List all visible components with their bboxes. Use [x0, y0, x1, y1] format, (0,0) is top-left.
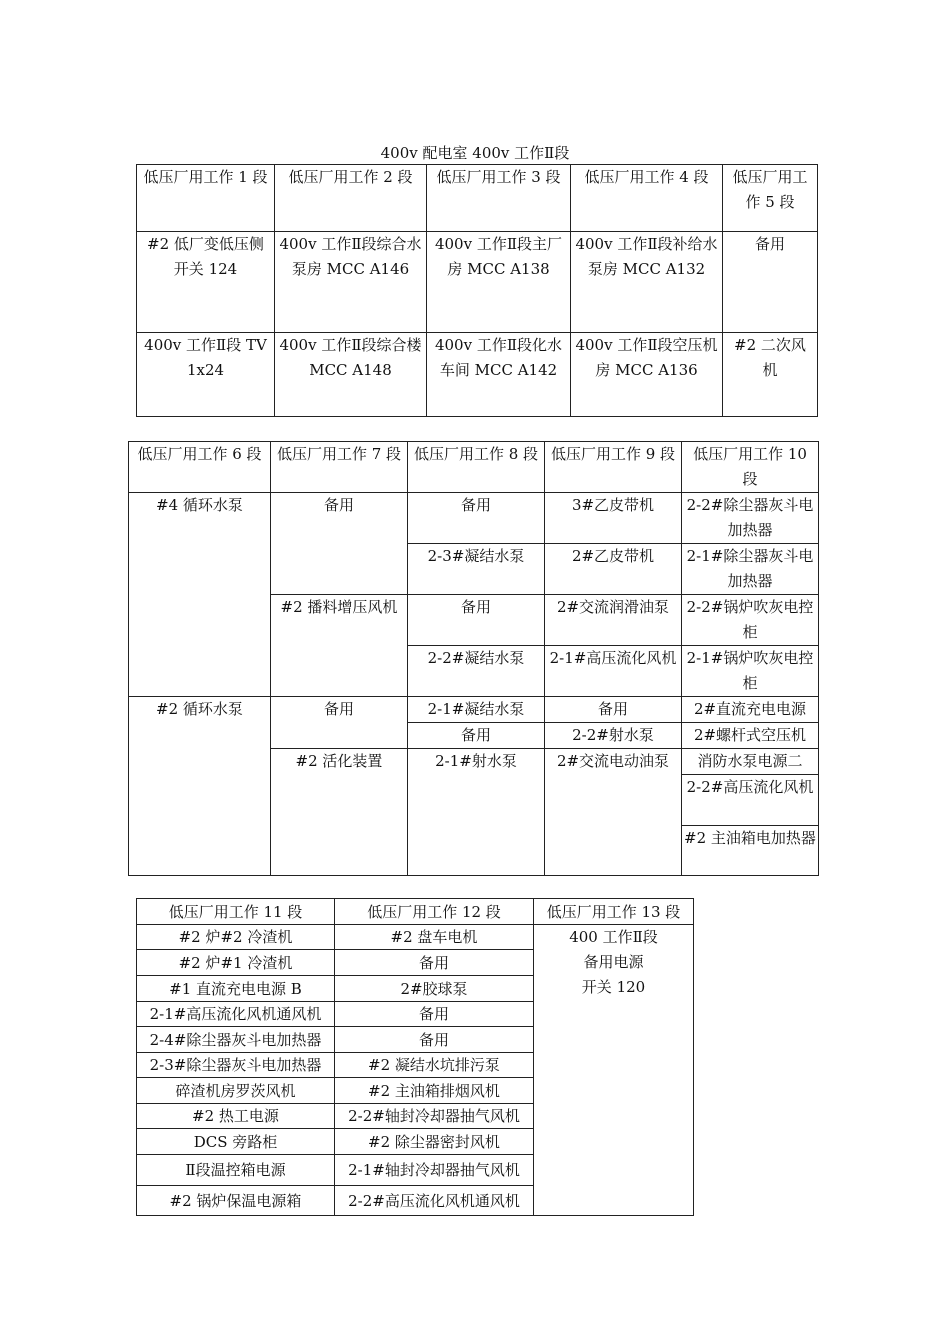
page-title: 400v 配电室 400v 工作Ⅱ段 [380, 144, 570, 162]
header-cell: 低压厂用工作 2 段 [275, 165, 427, 232]
table-cell: 2-2#高压流化风机通风机 [335, 1186, 534, 1216]
table-cell: 400v 工作Ⅱ段 TV1x24 [137, 333, 275, 417]
table-cell: 2-2#轴封冷却器抽气风机 [335, 1104, 534, 1129]
table-cell: 2-1#锅炉吹灰电控柜 [682, 646, 819, 697]
table-cell: 2-3#除尘器灰斗电加热器 [137, 1053, 335, 1078]
table-cell: 2-1#轴封冷却器抽气风机 [335, 1155, 534, 1186]
table-cell: #2 主油箱电加热器 [682, 826, 819, 876]
header-cell: 低压厂用工作 9 段 [545, 442, 682, 493]
table-cell: 消防水泵电源二 [682, 749, 819, 775]
table-cell: #2 热工电源 [137, 1104, 335, 1129]
table-cell: 碎渣机房罗茨风机 [137, 1078, 335, 1104]
table-cell: 备用 [335, 950, 534, 976]
table-section-1-5 [136, 164, 818, 417]
table-cell: 备用 [408, 595, 545, 646]
table-cell: 2#乙皮带机 [545, 544, 682, 595]
table-row [137, 925, 694, 950]
table-cell: #2 锅炉保温电源箱 [137, 1186, 335, 1216]
table-cell: 2-1#射水泵 [408, 749, 545, 876]
table-cell: 2#交流润滑油泵 [545, 595, 682, 646]
header-cell: 低压厂用工作 11 段 [137, 899, 335, 925]
table-cell: 400v 工作Ⅱ段补给水泵房 MCC A132 [571, 232, 723, 333]
table-cell: 2-2#高压流化风机 [682, 775, 819, 826]
table-cell: 备用 [335, 1002, 534, 1027]
table-row [137, 333, 818, 417]
cell-line: 400 工作Ⅱ段 [569, 928, 658, 946]
header-cell: 低压厂用工作 7 段 [271, 442, 408, 493]
table-cell: 备用 [335, 1027, 534, 1053]
table-cell: 2-4#除尘器灰斗电加热器 [137, 1027, 335, 1053]
cell-line: 开关 120 [581, 978, 646, 996]
table-cell: #1 直流充电电源 B [137, 976, 335, 1002]
table-cell: 备用 [408, 493, 545, 544]
table-row [129, 697, 819, 723]
table-cell: #2 二次风机 [723, 333, 818, 417]
header-cell: 低压厂用工作 8 段 [408, 442, 545, 493]
table-cell: 2#胶球泵 [335, 976, 534, 1002]
table-cell: #2 炉#1 冷渣机 [137, 950, 335, 976]
table-cell: 2-1#除尘器灰斗电加热器 [682, 544, 819, 595]
table-cell: #4 循环水泵 [129, 493, 271, 697]
header-cell: 低压厂用工作 4 段 [571, 165, 723, 232]
table-header-row [137, 899, 694, 925]
table-cell: #2 低厂变低压侧开关 124 [137, 232, 275, 333]
table-cell: 2-2#凝结水泵 [408, 646, 545, 697]
table-cell: 400v 工作Ⅱ段综合楼 MCC A148 [275, 333, 427, 417]
header-cell: 低压厂用工作 1 段 [137, 165, 275, 232]
table-cell: 400v 工作Ⅱ段综合水泵房 MCC A146 [275, 232, 427, 333]
table-cell: 400v 工作Ⅱ段化水车间 MCC A142 [427, 333, 571, 417]
table-cell: DCS 旁路柜 [137, 1129, 335, 1155]
table-row [129, 493, 819, 544]
table-cell: 2#直流充电电源 [682, 697, 819, 723]
table-cell: #2 活化装置 [271, 749, 408, 876]
table-cell: 400v 工作Ⅱ段空压机房 MCC A136 [571, 333, 723, 417]
header-cell: 低压厂用工作 12 段 [335, 899, 534, 925]
header-cell: 低压厂用工作 13 段 [534, 899, 694, 925]
table-cell: 2-1#高压流化风机 [545, 646, 682, 697]
table-section-11-13 [136, 898, 694, 1216]
table-section-6-10 [128, 441, 819, 876]
cell-line: 备用电源 [583, 953, 644, 971]
table-cell: #2 除尘器密封风机 [335, 1129, 534, 1155]
table-cell: #2 炉#2 冷渣机 [137, 925, 335, 950]
table-cell: #2 盘车电机 [335, 925, 534, 950]
header-cell: 低压厂用工作 5 段 [723, 165, 818, 232]
table-row [137, 232, 818, 333]
table-cell: 备用 [723, 232, 818, 333]
table-cell: 2#交流电动油泵 [545, 749, 682, 876]
table-cell: 2-2#锅炉吹灰电控柜 [682, 595, 819, 646]
table-cell: 3#乙皮带机 [545, 493, 682, 544]
table-cell: 2-3#凝结水泵 [408, 544, 545, 595]
table-cell: #2 循环水泵 [129, 697, 271, 876]
table-cell: 400v 工作Ⅱ段主厂房 MCC A138 [427, 232, 571, 333]
table-cell: 2#螺杆式空压机 [682, 723, 819, 749]
table-cell: 备用 [408, 723, 545, 749]
table-cell: 备用 [271, 493, 408, 595]
table-cell: 备用 [545, 697, 682, 723]
table-cell: 备用 [271, 697, 408, 749]
table-cell: 2-2#射水泵 [545, 723, 682, 749]
header-cell: 低压厂用工作 3 段 [427, 165, 571, 232]
table-cell: 2-1#凝结水泵 [408, 697, 545, 723]
table-cell: 2-1#高压流化风机通风机 [137, 1002, 335, 1027]
table-cell: Ⅱ段温控箱电源 [137, 1155, 335, 1186]
table-cell: 2-2#除尘器灰斗电加热器 [682, 493, 819, 544]
header-cell: 低压厂用工作 6 段 [129, 442, 271, 493]
table-cell: #2 凝结水坑排污泵 [335, 1053, 534, 1078]
table-header-row [137, 165, 818, 232]
table-cell-section-13 [534, 925, 694, 1216]
header-cell: 低压厂用工作 10 段 [682, 442, 819, 493]
table-cell: #2 播料增压风机 [271, 595, 408, 697]
table-cell: #2 主油箱排烟风机 [335, 1078, 534, 1104]
table-header-row [129, 442, 819, 493]
